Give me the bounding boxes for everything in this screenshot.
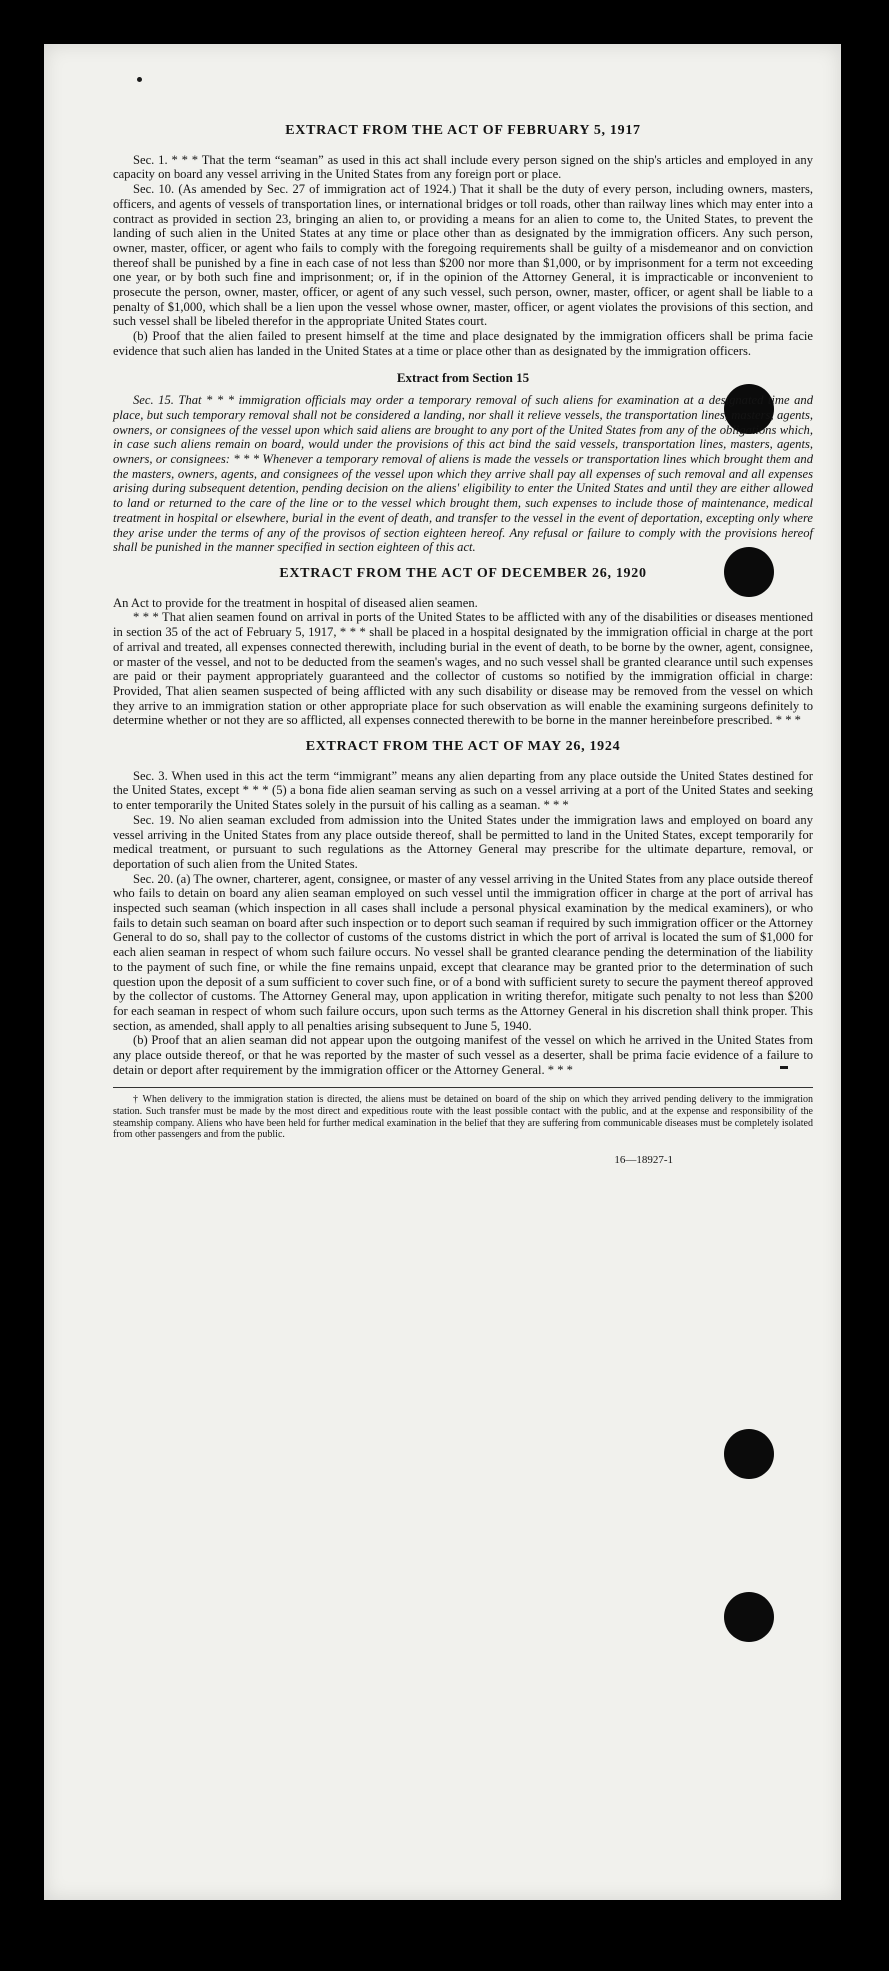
footnote: † When delivery to the immigration station is directed, the aliens must be detained on board of the ship on which they arrived pending delivery to the immigration station. Such transfer must be made by the most direct and expeditious route with the least possible contact with the public, and at the expense and responsibility of the steamship company. Aliens who have been held for further medical examination in the belief that they are suffering from communicable diseases must be completely isolated from other passengers and from the public. <box>113 1094 813 1141</box>
section-20a-paragraph: Sec. 20. (a) The owner, charterer, agent, consignee, or master of any vessel arriving in the United States from any place outside thereof who fails to detain on board any alien seaman employed on such vessel until the immigration officer in charge at the port of arrival has inspected such seaman (which inspection in all cases shall include a personal physical examination by the medical examiners), or who fails to detain such seaman on board after such inspection or to deport such seaman if required by such immigration officer or the Attorney General to do so, shall pay to the collector of customs of the customs district in which the port of arrival is located the sum of $1,000 for each alien seaman in respect of whom such failure occurs. No vessel shall be granted clearance pending the determination of the liability to the payment of such fine, or while the fine remains unpaid, except that clearance may be granted prior to the determination of such question upon the deposit of a sum sufficient to cover such fine, or of a bond with sufficient surety to secure the payment thereof approved by the collector of customs. The Attorney General may, upon application in writing therefor, mitigate such penalty to not less than $200 for each seaman in respect of whom such failure occurs, upon such terms as the Attorney General in his discretion shall think proper. This section, as amended, shall apply to all penalties arising subsequent to June 5, 1940. <box>113 871 813 1033</box>
section-10b-paragraph: (b) Proof that the alien failed to present himself at the time and place designated by the immigration officers shall be prima facie evidence that such alien has landed in the United States at a time or place other than as designated by the immigration officers. <box>113 329 813 358</box>
section-19-paragraph: Sec. 19. No alien seaman excluded from admission into the United States under the immigration laws and employed on board any vessel arriving in the United States from any place outside thereof, shall be permitted to land in the United States, except temporarily for medical treatment, or pursuant to such regulations as the Attorney General may prescribe for the ultimate departure, removal, or deportation of such alien from the United States. <box>113 812 813 871</box>
punch-hole <box>724 1429 774 1479</box>
heading-act-1917: EXTRACT FROM THE ACT OF FEBRUARY 5, 1917 <box>285 123 641 138</box>
heading-act-1924: EXTRACT FROM THE ACT OF MAY 26, 1924 <box>305 739 621 755</box>
document-body <box>113 124 813 1168</box>
heading-act-1920: EXTRACT FROM THE ACT OF DECEMBER 26, 1920 <box>279 565 647 581</box>
act-1920-body: * * * That alien seamen found on arrival in ports of the United States to be afflicted with any of the disabilities or diseases mentioned in section 35 of the act of February 5, 1917, * * * shall be placed in a hospital designated by the immigration official in charge at the port of arrival and treated, all expenses connected therewith, including burial in the event of death, to be borne by the owner, agent, consignee, or master of the vessel, and not to be deducted from the seamen's wages, and no such vessel shall be granted clearance until such expenses are paid or their payment appropriately guaranteed and the collector of customs so notified by the immigration official in charge: Provided, That alien seamen suspected of being afflicted with any such disability or disease may be removed from the vessel on which they arrive to an immigration station or other appropriate place for such observation as will enable the examining surgeons definitely to determine whether or not they are so afflicted, all expenses connected therewith to be borne in the manner hereinbefore prescribed. * * * <box>113 610 813 728</box>
punch-hole <box>724 1592 774 1642</box>
section-1-paragraph: Sec. 1. * * * That the term “seaman” as used in this act shall include every person signed on the ship's articles and employed in any capacity on board any vessel arriving in the United States from any foreign port or place. <box>113 152 813 182</box>
document-page <box>44 44 841 1900</box>
section-20b-paragraph: (b) Proof that an alien seaman did not appear upon the outgoing manifest of the vessel on which he arrived in the United States from any place outside thereof, or that he was reported by the master of such vessel as a deserter, shall be prima facie evidence of a failure to detain or deport after requirement by the immigration officer or the Attorney General. * * * <box>113 1033 813 1077</box>
section-15-paragraph: Sec. 15. That * * * immigration officials may order a temporary removal of such aliens for examination at a designated time and place, but such temporary removal shall not be considered a landing, nor shall it relieve vessels, the transportation lines, masters, agents, owners, or consignees of the vessel upon which said aliens are brought to any port of the United States from any of the obligations which, in case such aliens remain on board, would under the provisions of this act bind the said vessels, transportation lines, masters, agents, owners, or consignees: * * * Whenever a temporary removal of aliens is made the vessels or transportation lines which brought them and the masters, owners, agents, and consignees of the vessel upon which they arrive shall pay all expenses of such removal and all expenses arising during subsequent detention, pending decision on the aliens' eligibility to enter the United States and until they are either allowed to land or returned to the care of the line or to the vessel which brought them, such expenses to include those of maintenance, medical treatment in hospital or elsewhere, burial in the event of death, and transfer to the vessel in the event of deportation, excepting only where they arise under the terms of any of the provisos of section eighteen hereof. Any refusal or failure to comply with the provisions hereof shall be punished in the manner specified in section eighteen of this act. <box>113 393 813 555</box>
footnote-divider <box>113 1087 813 1088</box>
section-3-paragraph: Sec. 3. When used in this act the term “immigrant” means any alien departing from any place outside the United States destined for the United States, except * * * (5) a bona fide alien seaman serving as such on a vessel arriving at a port of the United States and seeking to enter temporarily the United States solely in the pursuit of his calling as a seaman. * * * <box>113 768 813 813</box>
section-10-paragraph: Sec. 10. (As amended by Sec. 27 of immigration act of 1924.) That it shall be the duty of every person, including owners, masters, officers, and agents of vessels of transportation lines, or international bridges or toll roads, other than railway lines which may enter into a contract as provided in section 23, bringing an alien to, or providing a means for an alien to come to, the United States, to prevent the landing of such alien in the United States at any time or place other than as designated by the immigration officers. Any such person, owner, master, officer, or agent who fails to comply with the foregoing requirements shall be guilty of a misdemeanor and on conviction thereof shall be punished by a fine in each case of not less than $200 nor more than $1,000, or by imprisonment for a term not exceeding one year, or by both such fine and imprisonment; or, if in the opinion of the Attorney General, it is impracticable or inconvenient to prosecute the person, owner, master, officer, or agent of any such vessel, such person, owner, master, officer, or agent shall be liable to a penalty of $1,000, which shall be a lien upon the vessel whose owner, master, officer, or agent violates the provisions of this section, and such vessel shall be libeled therefor in the appropriate United States court. <box>113 182 813 329</box>
subheading-section-15: Extract from Section 15 <box>396 369 530 385</box>
act-1920-title: An Act to provide for the treatment in hospital of diseased alien seamen. <box>113 595 478 610</box>
form-number: 16—18927-1 <box>614 1153 673 1166</box>
speck-mark <box>137 77 142 82</box>
